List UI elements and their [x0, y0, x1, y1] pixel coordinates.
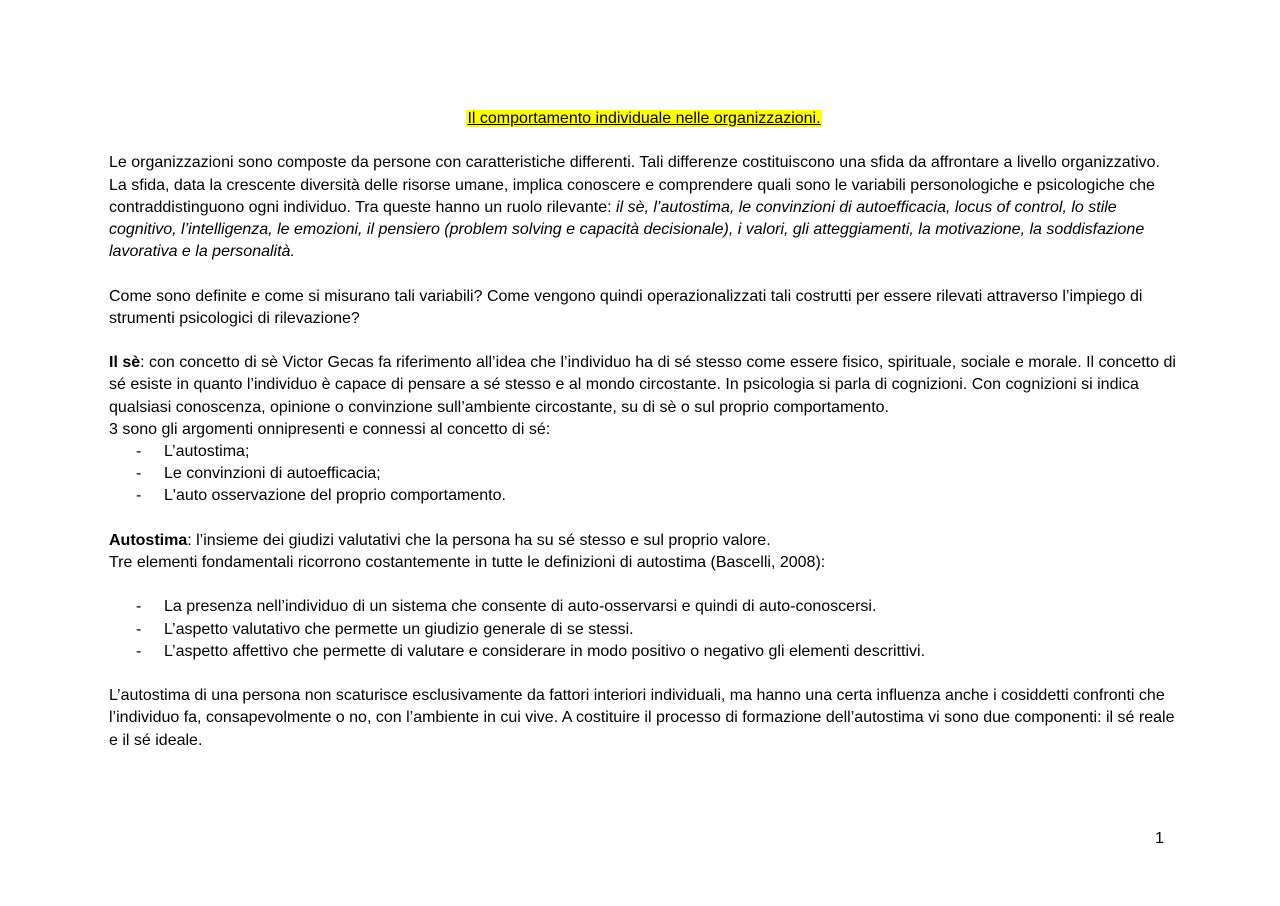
autostima-list: [109, 596, 1179, 663]
spacer: [109, 130, 1179, 152]
list-dash: -: [136, 642, 142, 660]
spacer: [109, 330, 1179, 352]
list-item-text: Le convinzioni di autoefficacia;: [164, 465, 381, 483]
il-se-list: [109, 441, 1179, 508]
document-body: [109, 108, 1179, 752]
spacer: [109, 508, 1179, 530]
paragraph-il-se: [109, 352, 1179, 419]
term-autostima: Autostima: [109, 531, 188, 549]
list-item: [109, 463, 1179, 485]
list-item-text: L'auto osservazione del proprio comportamento.: [164, 487, 506, 505]
title-row: [109, 108, 1179, 130]
autostima-definition: : l’insieme dei giudizi valutativi che la persona ha su sé stesso e sul proprio valore.: [187, 531, 771, 549]
list-dash: -: [136, 442, 142, 460]
list-item-text: L’aspetto valutativo che permette un giudizio generale di se stessi.: [164, 620, 634, 638]
paragraph-sfida: [109, 175, 1179, 264]
list-item: [109, 441, 1179, 463]
list-item: [109, 619, 1179, 641]
variables-list-italic: il sè, l’autostima, le convinzioni di autoefficacia, locus of control, lo stile cognitivo, l’intelligenza, le emozioni, il pensiero (problem solving e capacità decisionale), i valori, gli atteggiamenti, la motivazione, la soddisfazione lavorativa e la personalità.: [109, 198, 1145, 261]
list-item-text: L’aspetto affettivo che permette di valutare e considerare in modo positivo o negativo gli elementi descrittivi.: [164, 642, 926, 660]
document-title: Il comportamento individuale nelle organizzazioni.: [467, 110, 821, 127]
list-item-text: La presenza nell’individuo di un sistema che consente di auto-osservarsi e quindi di auto-conoscersi.: [164, 598, 877, 616]
list-item: [109, 596, 1179, 618]
page-number: 1: [1155, 830, 1164, 847]
term-il-se: Il sè: [109, 354, 141, 372]
list-dash: -: [136, 620, 142, 638]
il-se-definition: : con concetto di sè Victor Gecas fa riferimento all’idea che l’individuo ha di sé stesso come essere fisico, spirituale, sociale e morale. Il concetto di sé esiste in quanto l’individuo è capace di pensare a sé stesso e al mondo circostante. In psicologia si parla di cognizioni. Con cognizioni si indica qualsiasi conoscenza, opinione o convinzione sull’ambiente circostante, su di sè o sul proprio comportamento.: [109, 354, 1176, 416]
paragraph-intro: Le organizzazioni sono composte da persone con caratteristiche differenti. Tali differenze costituiscono una sfida da affrontare a livello organizzativo.: [109, 154, 1160, 172]
spacer: [109, 263, 1179, 285]
list-item: [109, 485, 1179, 507]
spacer: [109, 574, 1179, 596]
list-dash: -: [136, 465, 142, 483]
paragraph-sfida-text: La sfida, data la crescente diversità delle risorse umane, implica conoscere e comprendere quali sono le variabili personologiche e psicologiche che contraddistinguono ogni individuo. Tra queste hanno un ruolo rilevante:: [109, 176, 1155, 216]
il-se-list-intro: 3 sono gli argomenti onnipresenti e connessi al concetto di sé:: [109, 420, 551, 438]
paragraph-autostima: [109, 530, 1179, 552]
list-dash: -: [136, 598, 142, 616]
list-dash: -: [136, 487, 142, 505]
list-item-text: L’autostima;: [164, 442, 250, 460]
paragraph-questions: Come sono definite e come si misurano tali variabili? Come vengono quindi operazionalizzati tali costrutti per essere rilevati attraverso l’impiego di strumenti psicologici di rilevazione?: [109, 287, 1143, 327]
autostima-list-intro: Tre elementi fondamentali ricorrono costantemente in tutte le definizioni di autostima (Bascelli, 2008):: [109, 553, 826, 571]
list-item: [109, 641, 1179, 663]
spacer: [109, 663, 1179, 685]
paragraph-final: L’autostima di una persona non scaturisce esclusivamente da fattori interiori individuali, ma hanno una certa influenza anche i cosiddetti confronti che l’individuo fa, consapevolmente o no, con l’ambiente in cui vive. A costituire il processo di formazione dell’autostima vi sono due componenti: il sé reale e il sé ideale.: [109, 687, 1175, 749]
